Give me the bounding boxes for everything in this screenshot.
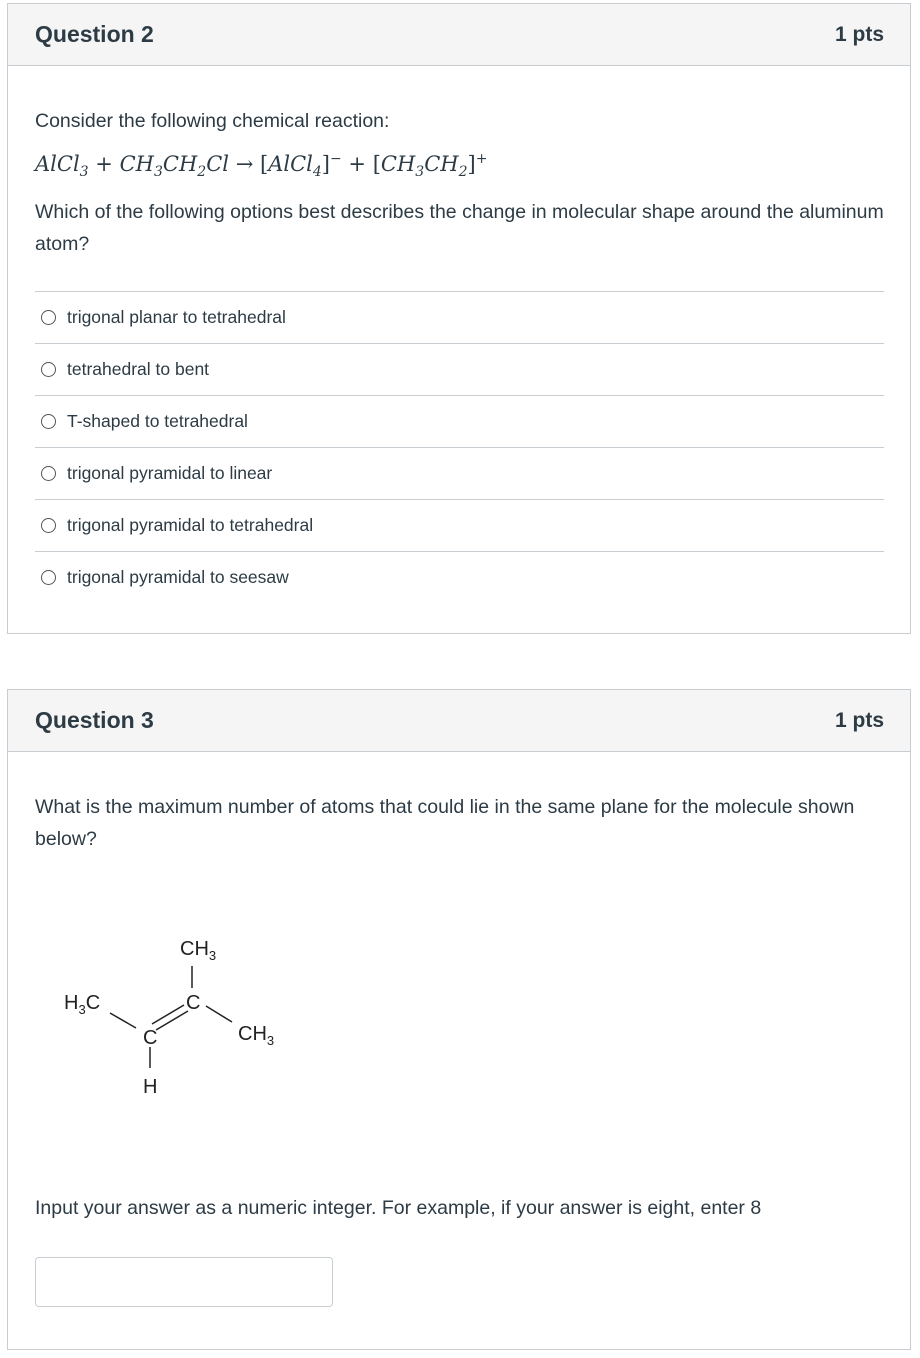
question-2-question: Which of the following options best describes the change in molecular shape around the aluminum atom? bbox=[35, 201, 884, 255]
double-bond-a bbox=[152, 1005, 184, 1024]
answer-label: trigonal pyramidal to linear bbox=[67, 463, 273, 483]
top-methyl: $CH_3$ bbox=[180, 938, 217, 963]
molecule-structure bbox=[48, 930, 308, 1110]
question-3-body bbox=[8, 791, 910, 855]
answer-label: trigonal pyramidal to seesaw bbox=[67, 567, 289, 587]
bottom-hydrogen: H bbox=[143, 1076, 158, 1098]
question-3-points: 1 pts bbox=[834, 708, 884, 732]
answer-instruction: Input your answer as a numeric integer. For example, if your answer is eight, enter 8 bbox=[35, 1197, 762, 1219]
question-2-body bbox=[8, 105, 910, 603]
question-2-title: Question 2 bbox=[35, 21, 154, 47]
numeric-answer-input[interactable] bbox=[35, 1257, 333, 1307]
right-methyl: $CH_3$ bbox=[238, 1023, 275, 1048]
lower-carbon: C bbox=[143, 1027, 158, 1049]
double-bond-b bbox=[156, 1011, 188, 1030]
answer-option[interactable] bbox=[35, 551, 884, 603]
bond-right bbox=[206, 1006, 232, 1022]
radio-button[interactable] bbox=[41, 310, 56, 325]
chemical-equation: AlCl$_3$ + $CH_3CH_2Cl$ → [AlCl$_4$]− + $[CH_3CH_2]^+$ bbox=[35, 151, 488, 181]
radio-button[interactable] bbox=[41, 414, 56, 429]
left-methyl: $H_3C$ bbox=[64, 992, 101, 1017]
answer-option[interactable] bbox=[35, 499, 884, 551]
answer-option[interactable] bbox=[35, 343, 884, 395]
bond-left bbox=[110, 1013, 136, 1028]
answer-list bbox=[35, 291, 884, 603]
radio-button[interactable] bbox=[41, 570, 56, 585]
question-2-points: 1 pts bbox=[834, 22, 884, 46]
radio-button[interactable] bbox=[41, 518, 56, 533]
question-2-header bbox=[8, 4, 910, 66]
answer-option[interactable] bbox=[35, 291, 884, 343]
radio-button[interactable] bbox=[41, 362, 56, 377]
answer-label: trigonal pyramidal to tetrahedral bbox=[67, 515, 314, 535]
question-3-title: Question 3 bbox=[35, 707, 154, 733]
answer-label: T-shaped to tetrahedral bbox=[67, 411, 248, 431]
question-2-prompt: Consider the following chemical reaction: bbox=[35, 110, 390, 132]
question-3-question: What is the maximum number of atoms that could lie in the same plane for the molecule shown below? bbox=[35, 796, 855, 850]
question-3-header bbox=[8, 690, 910, 752]
answer-label: trigonal planar to tetrahedral bbox=[67, 307, 286, 327]
question-3-card bbox=[7, 689, 911, 1350]
question-2-card bbox=[7, 3, 911, 634]
radio-button[interactable] bbox=[41, 466, 56, 481]
upper-carbon: C bbox=[186, 992, 201, 1014]
answer-label: tetrahedral to bent bbox=[67, 359, 210, 379]
answer-option[interactable] bbox=[35, 447, 884, 499]
answer-option[interactable] bbox=[35, 395, 884, 447]
